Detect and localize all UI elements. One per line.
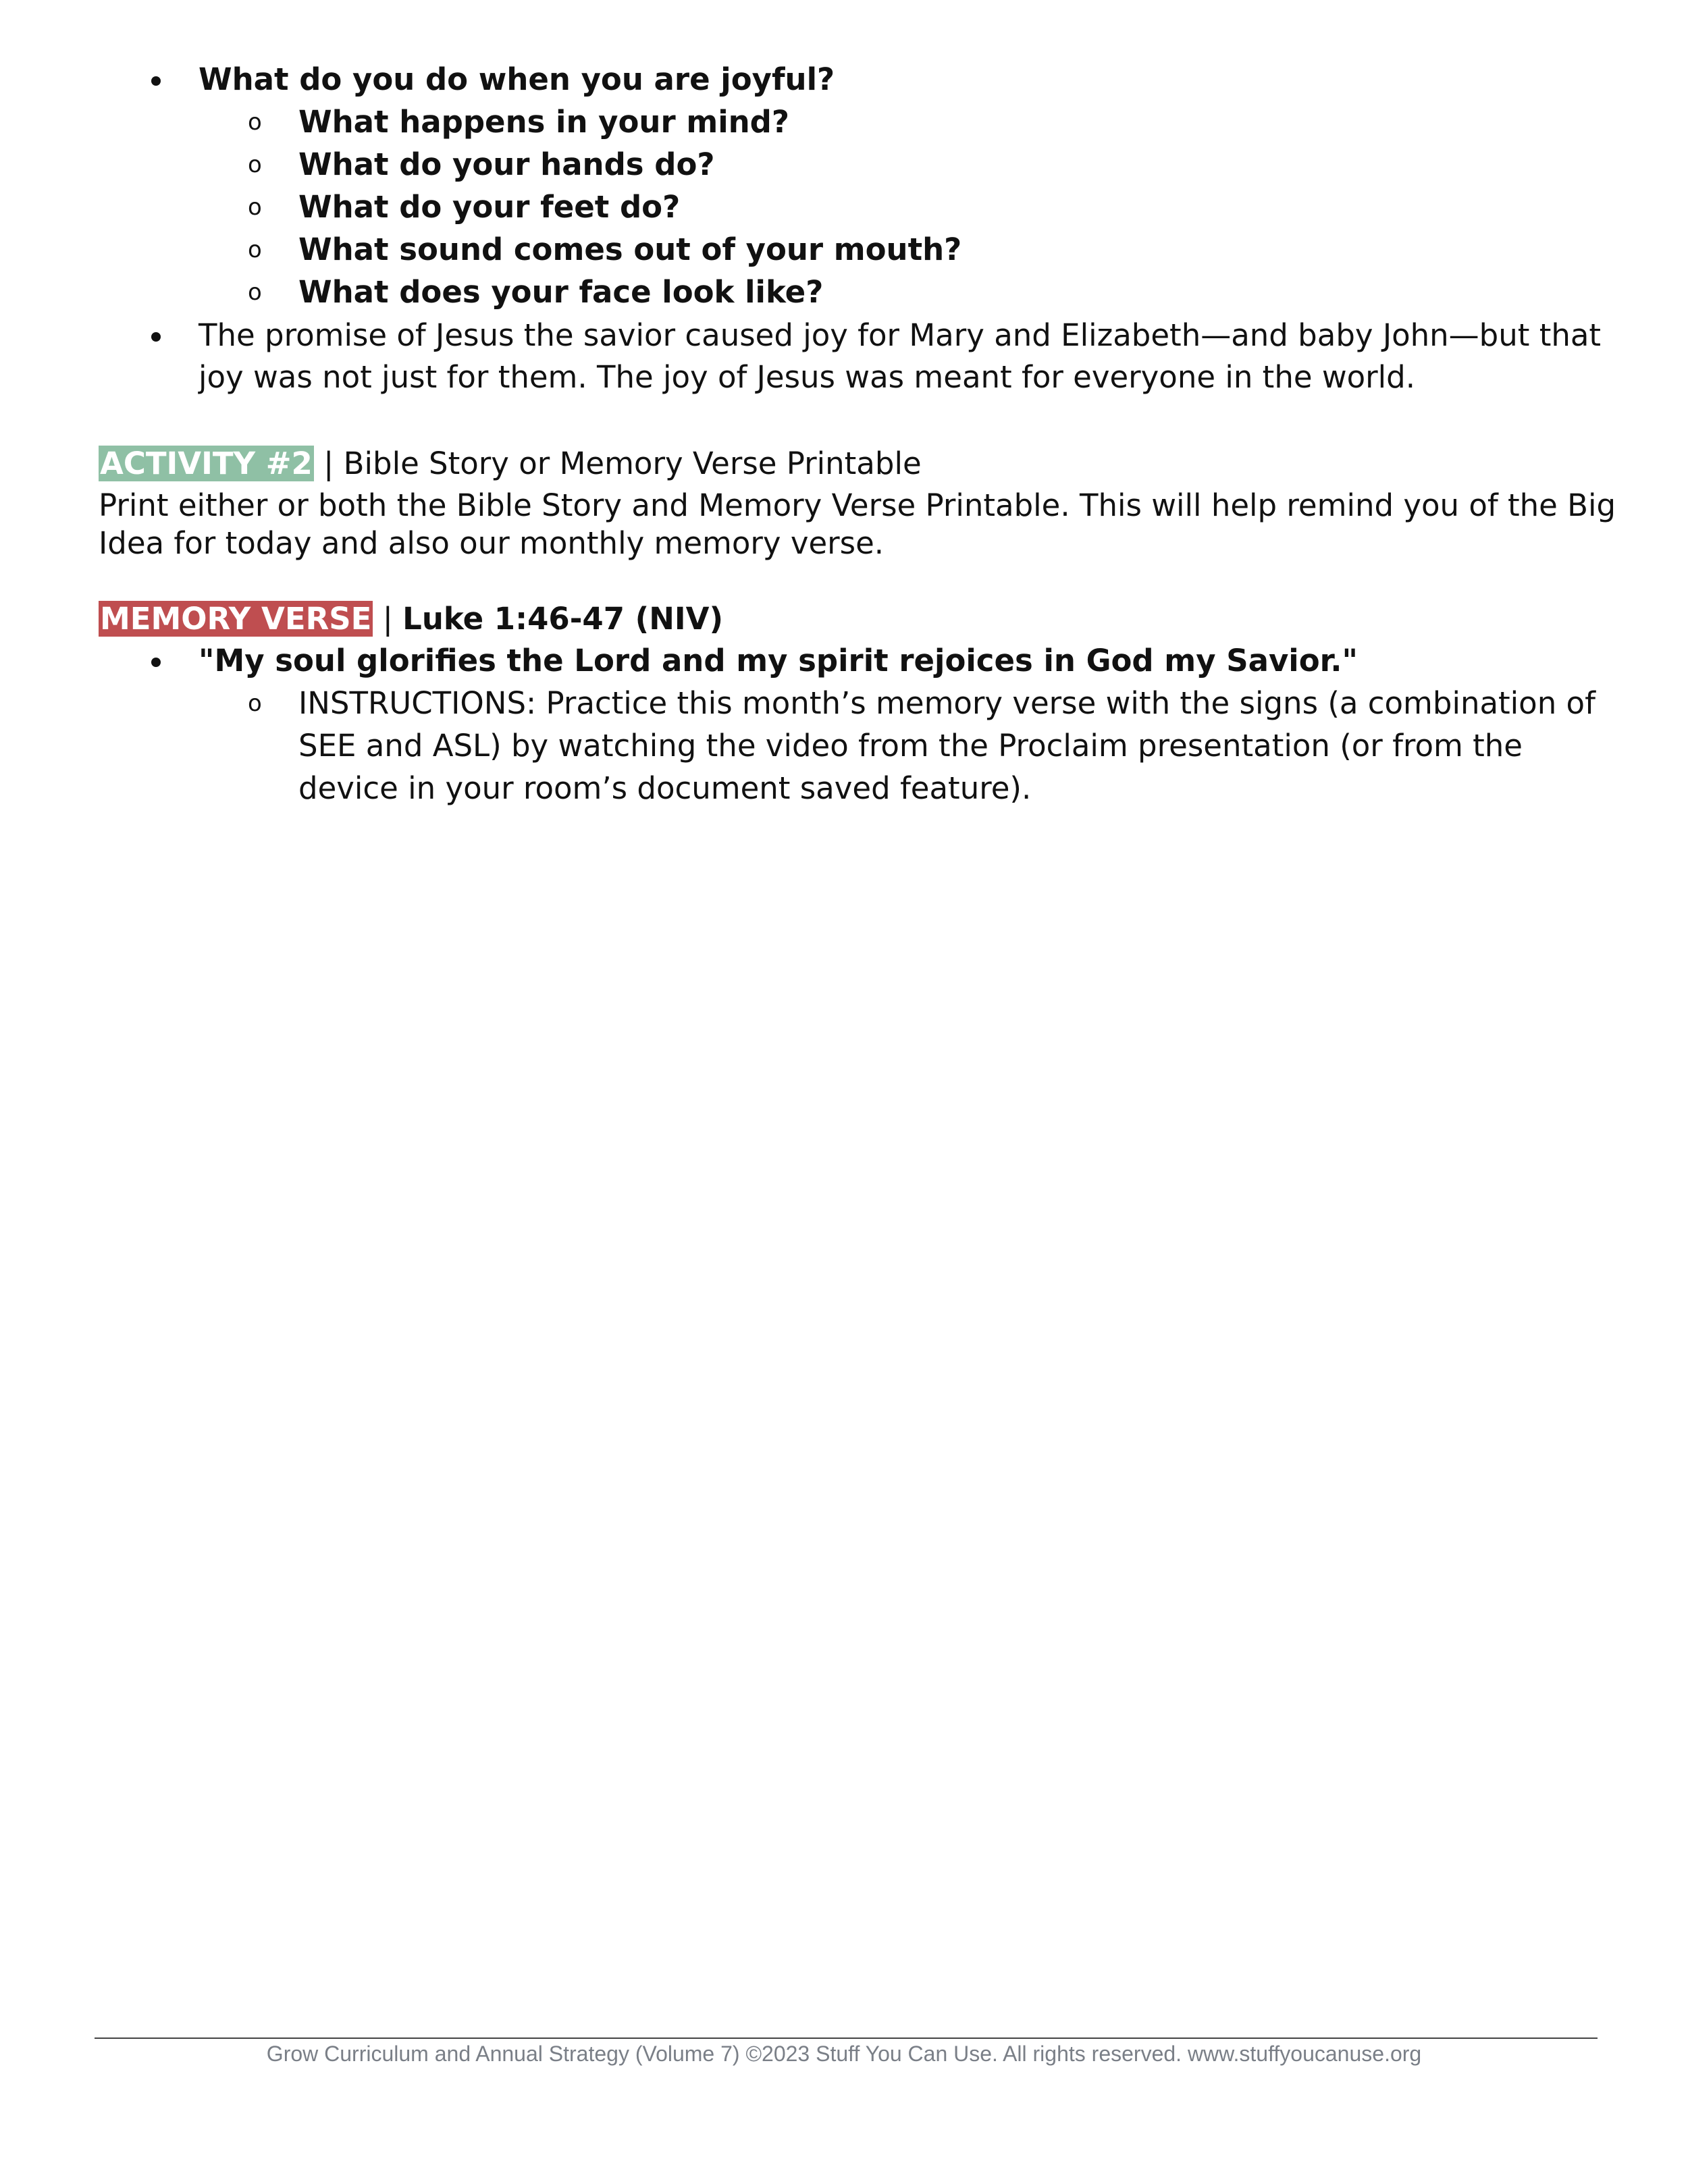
activity-2-tag: ACTIVITY #2 — [100, 446, 313, 481]
activity-2-title: Bible Story or Memory Verse Printable — [343, 446, 922, 481]
memory-verse-instructions-line: INSTRUCTIONS: Practice this month’s memory verse with the signs (a combination of — [298, 685, 1595, 721]
joy-sub-question: What does your face look like? — [298, 274, 824, 310]
bullet-circle: o — [248, 151, 262, 178]
bullet-disc — [151, 658, 161, 667]
bullet-circle: o — [248, 690, 262, 717]
bullet-circle: o — [248, 109, 262, 136]
bullet-disc — [151, 332, 161, 342]
joy-sub-question: What do your feet do? — [298, 189, 681, 225]
joy-sub-question: What do your hands do? — [298, 147, 715, 182]
bullet-circle: o — [248, 279, 262, 306]
bullet-circle: o — [248, 194, 262, 221]
heading-separator: | — [323, 446, 334, 481]
joy-sub-question: What happens in your mind? — [298, 104, 789, 140]
footer-copyright: Grow Curriculum and Annual Strategy (Volume 7) ©2023 Stuff You Can Use. All rights reserved. www.stuffyoucanuse.org — [266, 2042, 1422, 2066]
heading-separator: | — [382, 601, 393, 637]
activity-2-body-line: Idea for today and also our monthly memory verse. — [99, 525, 885, 561]
joy-sub-question: What sound comes out of your mouth? — [298, 232, 962, 267]
memory-verse-instructions-line: device in your room’s document saved feature). — [298, 770, 1032, 806]
memory-verse-text: "My soul glorifies the Lord and my spirit rejoices in God my Savior." — [199, 643, 1358, 678]
bullet-disc — [151, 76, 161, 86]
memory-verse-reference: Luke 1:46-47 (NIV) — [402, 601, 724, 637]
activity-2-body-line: Print either or both the Bible Story and Memory Verse Printable. This will help remind you of the Big — [99, 487, 1616, 523]
footer-divider — [95, 2037, 1598, 2039]
joy-question-main: What do you do when you are joyful? — [199, 61, 835, 97]
memory-verse-instructions-line: SEE and ASL) by watching the video from the Proclaim presentation (or from the — [298, 728, 1523, 764]
promise-text-line: joy was not just for them. The joy of Jesus was meant for everyone in the world. — [199, 359, 1416, 395]
bullet-circle: o — [248, 236, 262, 263]
memory-verse-tag: MEMORY VERSE — [100, 601, 372, 637]
memory-verse-heading — [99, 598, 723, 640]
promise-text-line: The promise of Jesus the savior caused joy for Mary and Elizabeth—and baby John—but that — [199, 317, 1602, 353]
activity-2-heading — [99, 443, 922, 485]
